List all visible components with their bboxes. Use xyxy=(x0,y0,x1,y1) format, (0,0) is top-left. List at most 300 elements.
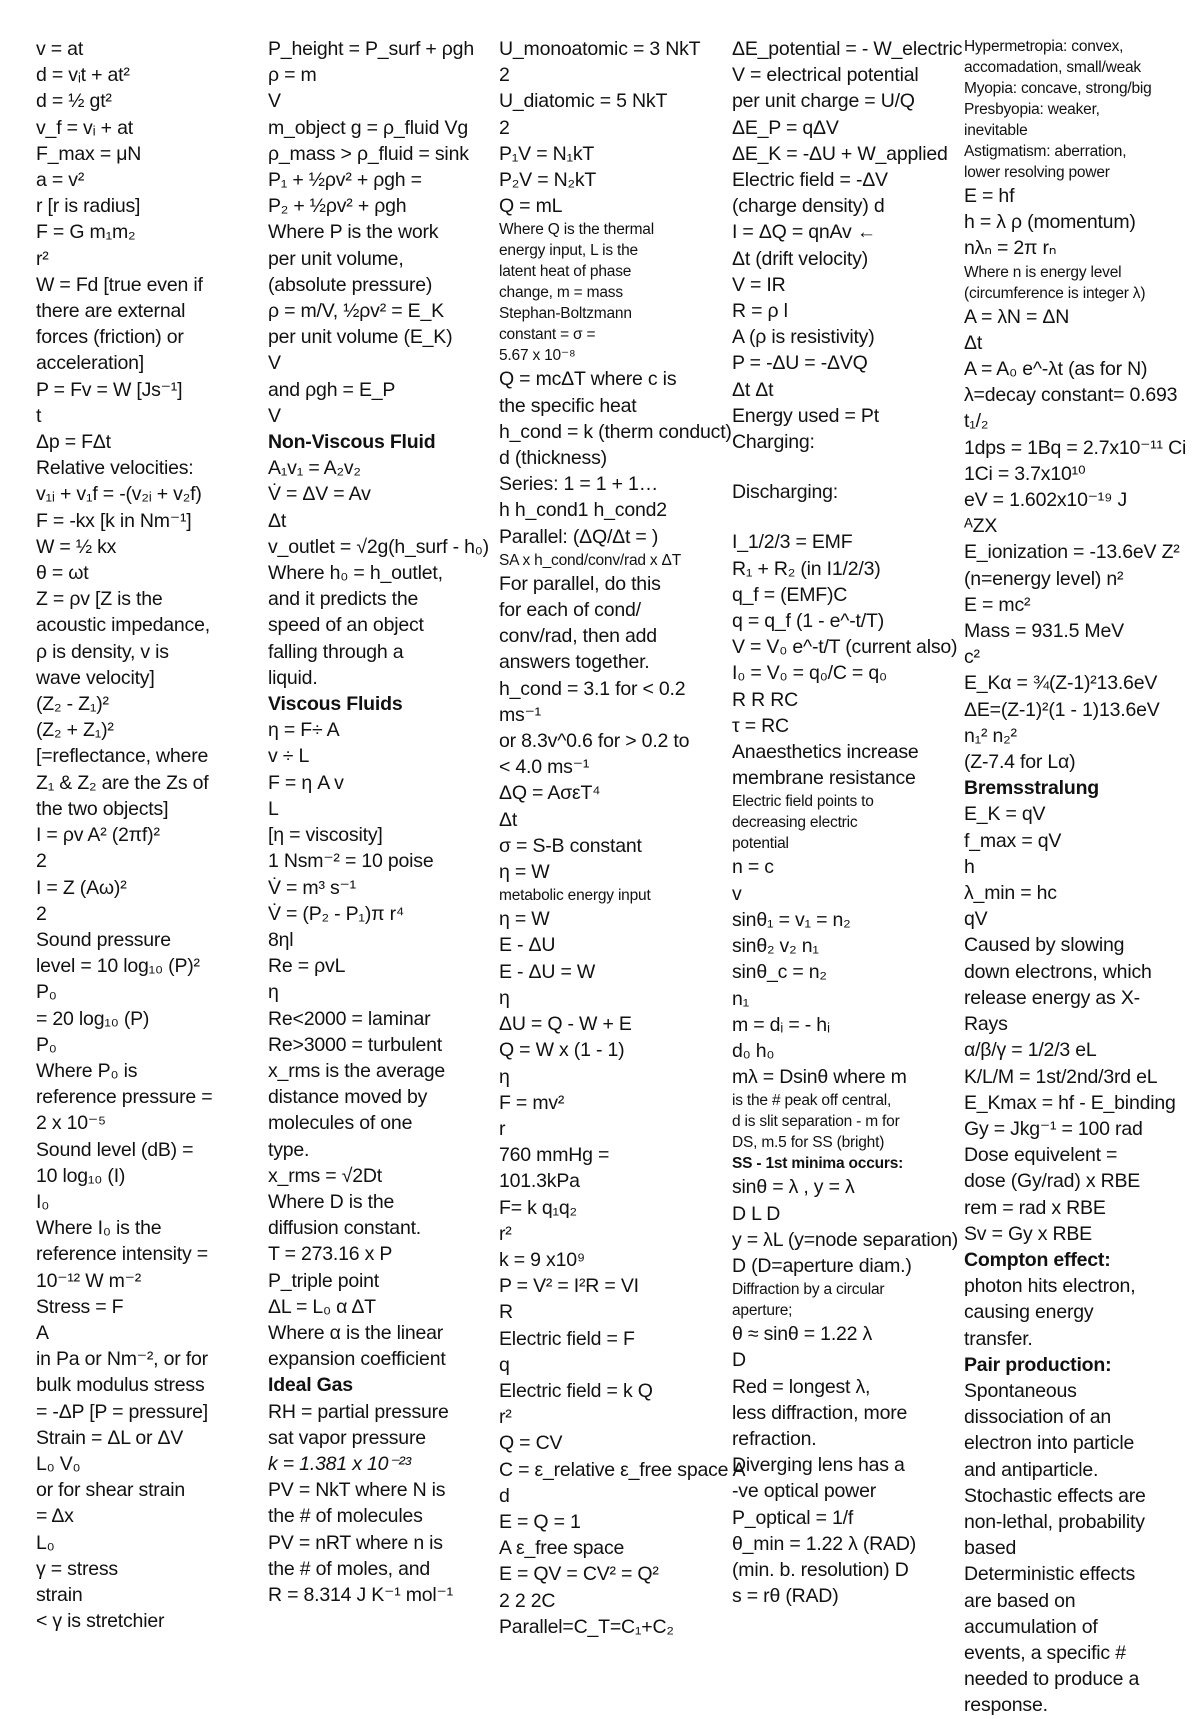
formula-line: r² xyxy=(499,1222,512,1245)
formula-line: θ = ωt xyxy=(36,562,89,585)
formula-line: n₁² n₂² xyxy=(964,724,1017,747)
formula-line: η xyxy=(268,981,279,1004)
formula-line: P = -ΔU = -ΔVQ xyxy=(732,352,868,375)
formula-line: accomadation, small/weak xyxy=(964,59,1141,76)
formula-line: 8ηl xyxy=(268,928,294,951)
formula-line: 2 xyxy=(499,116,510,139)
formula-line: q xyxy=(499,1353,510,1376)
formula-line: k = 1.381 x 10⁻²³ xyxy=(268,1452,411,1475)
formula-line: v = at xyxy=(36,38,84,60)
formula-line: x_rms is the average xyxy=(268,1059,445,1082)
formula-line: E = Q = 1 xyxy=(499,1510,581,1533)
formula-line: falling through a xyxy=(268,640,404,663)
formula-line: η xyxy=(499,986,510,1009)
formula-line: Re>3000 = turbulent xyxy=(268,1033,443,1056)
formula-line: Series: 1 = 1 + 1… xyxy=(499,473,658,496)
formula-line: nλₙ = 2π rₙ xyxy=(964,237,1057,260)
formula-line: E = QV = CV² = Q² xyxy=(499,1563,659,1586)
formula-line: I = ΔQ = qnAv ← xyxy=(732,221,877,244)
formula-line: E - ΔU = W xyxy=(499,960,596,983)
formula-line: V̇ = (P₂ - P₁)π r⁴ xyxy=(268,902,405,925)
formula-line: I₀ xyxy=(36,1190,50,1213)
formula-line: R R RC xyxy=(732,688,798,711)
formula-line: (charge density) d xyxy=(732,195,885,218)
formula-line: the specific heat xyxy=(499,394,637,417)
formula-line: E - ΔU xyxy=(499,934,556,957)
formula-line: inevitable xyxy=(964,122,1028,139)
formula-line: q_f = (EMF)C xyxy=(732,583,848,606)
formula-line: Stephan-Boltzmann xyxy=(499,305,632,323)
formula-line: = -ΔP [P = pressure] xyxy=(36,1400,208,1423)
formula-line: transfer. xyxy=(964,1327,1033,1350)
formula-line: W = ½ kx xyxy=(36,535,117,558)
formula-line: m = dᵢ = - hᵢ xyxy=(732,1013,830,1036)
formula-line: r² xyxy=(499,1406,512,1429)
formula-line: Strain = ΔL or ΔV xyxy=(36,1426,184,1449)
formula-line: 2 2 2C xyxy=(499,1589,556,1612)
formula-line: P₀ xyxy=(36,1033,57,1056)
formula-line: R xyxy=(499,1301,513,1324)
formula-line: release energy as X- xyxy=(964,986,1140,1009)
formula-line: A = λN = ΔN xyxy=(964,305,1070,328)
formula-line: Electric field = -ΔV xyxy=(732,169,888,192)
formula-line: A = A₀ e^-λt (as for N) xyxy=(964,358,1148,381)
formula-line: P₁ + ½ρv² + ρgh = xyxy=(268,169,422,192)
formula-line: dissociation of an xyxy=(964,1406,1112,1429)
formula-line: η xyxy=(499,1065,510,1088)
formula-line: h_cond = k (therm conduct) xyxy=(499,420,732,443)
formula-line: Where n is energy level xyxy=(964,263,1122,281)
formula-line: v_f = vᵢ + at xyxy=(36,116,133,139)
formula-line: I₀ = V₀ = q₀/C = q₀ xyxy=(732,662,887,685)
formula-line: Dose equivelent = xyxy=(964,1144,1118,1167)
formula-line: (n=energy level) n² xyxy=(964,567,1124,590)
formula-line: strain xyxy=(36,1583,83,1606)
formula-line: R₁ + R₂ (in I1/2/3) xyxy=(732,557,881,580)
formula-line: Charging: xyxy=(732,431,815,454)
formula-line: v xyxy=(732,882,742,905)
formula-line: θ ≈ sinθ = 1.22 λ xyxy=(732,1323,873,1346)
formula-line: decreasing electric xyxy=(732,814,858,832)
formula-line: n₁ xyxy=(732,987,750,1010)
formula-line: Re = ρvL xyxy=(268,955,346,978)
formula-line: potential xyxy=(732,835,789,853)
formula-line: eV = 1.602x10⁻¹⁹ J xyxy=(964,489,1128,512)
formula-line: Q = W x (1 - 1) xyxy=(499,1039,625,1062)
formula-line: Where D is the xyxy=(268,1190,395,1213)
formula-line: Hypermetropia: convex, xyxy=(964,38,1124,55)
formula-line: PV = nRT where n is xyxy=(268,1531,443,1554)
formula-line: T = 273.16 x P xyxy=(268,1243,393,1266)
formula-line: for each of cond/ xyxy=(499,599,641,622)
formula-line: down electrons, which xyxy=(964,960,1152,983)
formula-line: Q = mL xyxy=(499,195,563,218)
formula-line: v₁ᵢ + v₁f = -(v₂ᵢ + v₂f) xyxy=(36,483,202,506)
formula-line: k = 9 x10⁹ xyxy=(499,1248,586,1271)
formula-line: P_triple point xyxy=(268,1269,380,1292)
formula-line: Compton effect: xyxy=(964,1248,1111,1271)
formula-line: Bremsstralung xyxy=(964,777,1100,800)
formula-line: the # of moles, and xyxy=(268,1557,431,1580)
formula-line: Viscous Fluids xyxy=(268,693,403,716)
formula-line: L₀ V₀ xyxy=(36,1452,81,1475)
formula-line: η = W xyxy=(499,908,550,931)
formula-line: acceleration] xyxy=(36,352,144,375)
formula-line: d xyxy=(499,1484,510,1507)
formula-line: P₂ + ½ρv² + ρgh xyxy=(268,195,407,218)
formula-line: C = ε_relative ε_free space A xyxy=(499,1458,746,1481)
formula-line: reference intensity = xyxy=(36,1243,208,1266)
formula-line: Diffraction by a circular xyxy=(732,1281,885,1299)
formula-line: V̇ = m³ s⁻¹ xyxy=(268,876,356,899)
formula-line: = 20 log₁₀ (P) xyxy=(36,1007,150,1030)
formula-line: Z = ρv [Z is the xyxy=(36,588,163,611)
formula-line: Δp = FΔt xyxy=(36,431,111,454)
formula-line: (min. b. resolution) D xyxy=(732,1558,909,1581)
formula-line: ΔE_K = -ΔU + W_applied xyxy=(732,142,948,165)
formula-line: bulk modulus stress xyxy=(36,1374,205,1397)
formula-line: r xyxy=(499,1117,506,1140)
formula-line: F = -kx [k in Nm⁻¹] xyxy=(36,509,192,532)
formula-line: γ = stress xyxy=(36,1557,118,1580)
formula-line: Electric field points to xyxy=(732,793,874,811)
formula-line: per unit volume (E_K) xyxy=(268,326,453,349)
formula-line: F = mv² xyxy=(499,1091,565,1114)
formula-line: P = V² = I²R = VI xyxy=(499,1275,639,1298)
formula-line: speed of an object xyxy=(268,614,424,637)
formula-line: < 4.0 ms⁻¹ xyxy=(499,756,590,779)
formula-line: ρ = m/V, ½ρv² = E_K xyxy=(268,300,444,323)
formula-line: SS - 1st minima occurs: xyxy=(732,1155,904,1173)
formula-line: σ = S-B constant xyxy=(499,834,642,857)
formula-line: λ=decay constant= 0.693 xyxy=(964,384,1178,407)
formula-line: 5.67 x 10⁻⁸ xyxy=(499,347,576,365)
formula-line: F_max = μN xyxy=(36,142,142,165)
formula-line: 2 xyxy=(499,64,510,87)
formula-line: needed to produce a xyxy=(964,1668,1140,1691)
formula-line: P₂V = N₂kT xyxy=(499,169,597,192)
formula-line: L₀ xyxy=(36,1531,55,1554)
formula-line: metabolic energy input xyxy=(499,887,651,905)
formula-line: Stochastic effects are xyxy=(964,1484,1146,1507)
formula-line: 2 xyxy=(36,850,47,873)
formula-line: response. xyxy=(964,1694,1048,1717)
formula-line: or for shear strain xyxy=(36,1479,186,1502)
formula-line: r [r is radius] xyxy=(36,195,141,218)
formula-line: I = ρv A² (2πf)² xyxy=(36,824,160,847)
formula-line: Δt Δt xyxy=(732,378,774,401)
formula-line: Q = CV xyxy=(499,1432,563,1455)
formula-line: Discharging: xyxy=(732,481,838,504)
formula-line: P = Fv = W [Js⁻¹] xyxy=(36,378,183,401)
formula-line: F = η A v xyxy=(268,771,344,794)
formula-line: sinθ₁ = v₁ = n₂ xyxy=(732,908,851,931)
formula-line: causing energy xyxy=(964,1301,1094,1324)
formula-line: Where h₀ = h_outlet, xyxy=(268,562,443,585)
formula-line: θ_min = 1.22 λ (RAD) xyxy=(732,1532,917,1555)
formula-line: D L D xyxy=(732,1202,781,1225)
formula-line: n = c xyxy=(732,856,774,879)
formula-line: V = electrical potential xyxy=(732,64,919,87)
formula-line: (Z₂ + Z₁)² xyxy=(36,719,114,742)
formula-line: Where α is the linear xyxy=(268,1321,444,1344)
formula-line: f_max = qV xyxy=(964,829,1062,852)
formula-line: P_optical = 1/f xyxy=(732,1506,854,1529)
formula-line: Sv = Gy x RBE xyxy=(964,1222,1092,1245)
formula-line: based xyxy=(964,1537,1017,1560)
formula-line: Astigmatism: aberration, xyxy=(964,143,1127,160)
formula-line: ms⁻¹ xyxy=(499,703,541,726)
formula-line: Electric field = k Q xyxy=(499,1379,653,1402)
formula-line: sinθ = λ , y = λ xyxy=(732,1176,855,1199)
formula-line: d is slit separation - m for xyxy=(732,1113,900,1131)
formula-line: constant = σ = xyxy=(499,326,596,344)
formula-line: DS, m.5 for SS (bright) xyxy=(732,1134,885,1152)
formula-line: W = Fd [true even if xyxy=(36,273,203,296)
formula-line: type. xyxy=(268,1138,310,1161)
formula-line: in Pa or Nm⁻², or for xyxy=(36,1348,208,1371)
formula-line: Sound level (dB) = xyxy=(36,1138,194,1161)
formula-line: molecules of one xyxy=(268,1112,413,1135)
formula-line: qV xyxy=(964,908,988,931)
formula-line: (Z₂ - Z₁)² xyxy=(36,693,109,716)
formula-line: reference pressure = xyxy=(36,1086,213,1109)
formula-line: acoustic impedance, xyxy=(36,614,210,637)
formula-line: ΔE_potential = - W_electric xyxy=(732,38,963,60)
formula-line: Pair production: xyxy=(964,1353,1112,1376)
formula-line: E_Kmax = hf - E_binding xyxy=(964,1091,1176,1114)
formula-line: a = v² xyxy=(36,169,85,192)
formula-line: < γ is stretchier xyxy=(36,1610,165,1633)
formula-line: rem = rad x RBE xyxy=(964,1196,1106,1219)
formula-line: τ = RC xyxy=(732,714,789,737)
formula-line: A ε_free space xyxy=(499,1537,625,1560)
formula-line: ΔU = Q - W + E xyxy=(499,1013,632,1036)
formula-line: (absolute pressure) xyxy=(268,273,433,296)
formula-line: d = vᵢt + at² xyxy=(36,64,130,87)
formula-line: or 8.3v^0.6 for > 0.2 to xyxy=(499,730,690,753)
formula-line: lower resolving power xyxy=(964,164,1110,181)
formula-line: F= k q₁q₂ xyxy=(499,1196,577,1219)
formula-line: V = V₀ e^-t/T (current also) xyxy=(732,636,958,659)
formula-line: the two objects] xyxy=(36,797,169,820)
formula-line: 1 Nsm⁻² = 10 poise xyxy=(268,850,434,873)
formula-line: E = hf xyxy=(964,185,1015,207)
formula-line: Presbyopia: weaker, xyxy=(964,101,1100,118)
formula-line: q = q_f (1 - e^-t/T) xyxy=(732,610,884,633)
formula-line: per unit volume, xyxy=(268,247,404,270)
formula-line: v ÷ L xyxy=(268,745,310,768)
formula-line: wave velocity] xyxy=(36,666,155,689)
column-4 xyxy=(732,36,963,1676)
formula-line: (Z-7.4 for Lα) xyxy=(964,751,1076,774)
formula-line: L xyxy=(268,797,279,820)
formula-line: latent heat of phase xyxy=(499,263,632,281)
formula-line: E_Kα = ¾(Z-1)²13.6eV xyxy=(964,672,1158,695)
formula-line: V̇ = ΔV = Av xyxy=(268,483,371,506)
formula-line: SA x h_cond/conv/rad x ΔT xyxy=(499,551,681,569)
formula-line: ΔQ = AσεT⁴ xyxy=(499,782,601,805)
formula-line: Red = longest λ, xyxy=(732,1375,871,1398)
formula-line: U_diatomic = 5 NkT xyxy=(499,90,668,113)
formula-line xyxy=(732,455,944,479)
formula-line: U_monoatomic = 3 NkT xyxy=(499,38,701,60)
formula-line: η = W xyxy=(499,861,550,884)
formula-line: m_object g = ρ_fluid Vg xyxy=(268,116,468,139)
formula-line: dose (Gy/rad) x RBE xyxy=(964,1170,1141,1193)
formula-line: Where P is the work xyxy=(268,221,439,244)
formula-line: Myopia: concave, strong/big xyxy=(964,80,1152,97)
formula-line: Energy used = Pt xyxy=(732,404,879,427)
formula-line: c² xyxy=(964,646,980,669)
formula-line: Spontaneous xyxy=(964,1379,1077,1402)
formula-line: and ρgh = E_P xyxy=(268,378,396,401)
formula-line: Δt xyxy=(964,331,983,354)
column-1 xyxy=(36,36,246,1676)
formula-line: Where P₀ is xyxy=(36,1059,138,1082)
formula-line: I = Z (Aω)² xyxy=(36,876,127,899)
formula-line: x_rms = √2Dt xyxy=(268,1164,382,1187)
formula-line: P₁V = N₁kT xyxy=(499,142,595,165)
formula-line: photon hits electron, xyxy=(964,1275,1136,1298)
formula-line: D xyxy=(732,1349,746,1372)
formula-line: Gy = Jkg⁻¹ = 100 rad xyxy=(964,1117,1143,1140)
formula-line: Sound pressure xyxy=(36,928,171,951)
formula-line: ρ_mass > ρ_fluid = sink xyxy=(268,142,469,165)
formula-line: Caused by slowing xyxy=(964,934,1125,957)
formula-line: accumulation of xyxy=(964,1615,1098,1638)
formula-line: A xyxy=(36,1321,49,1344)
formula-line: Stress = F xyxy=(36,1295,124,1318)
formula-line: Re<2000 = laminar xyxy=(268,1007,431,1030)
formula-line: expansion coefficient xyxy=(268,1348,446,1371)
formula-line: the # of molecules xyxy=(268,1505,423,1528)
formula-line: V xyxy=(268,404,281,427)
formula-line: F = G m₁m₂ xyxy=(36,221,136,244)
formula-line: -ve optical power xyxy=(732,1480,877,1503)
formula-line: 1dps = 1Bq = 2.7x10⁻¹¹ Ci xyxy=(964,436,1187,459)
formula-line: liquid. xyxy=(268,666,318,689)
formula-line: membrane resistance xyxy=(732,767,916,790)
formula-line: 760 mmHg = xyxy=(499,1144,610,1167)
formula-line: Non-Viscous Fluid xyxy=(268,431,436,454)
formula-line: Relative velocities: xyxy=(36,457,194,480)
formula-line: electron into particle xyxy=(964,1432,1135,1455)
formula-line: E_K = qV xyxy=(964,803,1046,826)
formula-line: E = mc² xyxy=(964,593,1031,616)
formula-line: s = rθ (RAD) xyxy=(732,1585,839,1608)
formula-line: h_cond = 3.1 for < 0.2 xyxy=(499,677,686,700)
formula-line: Electric field = F xyxy=(499,1327,635,1350)
formula-line: R = 8.314 J K⁻¹ mol⁻¹ xyxy=(268,1583,453,1606)
formula-line: Rays xyxy=(964,1013,1008,1036)
formula-line: Z₁ & Z₂ are the Zs of xyxy=(36,771,209,794)
formula-line: sinθ₂ v₂ n₁ xyxy=(732,935,819,958)
formula-line: (circumference is integer λ) xyxy=(964,284,1146,302)
formula-line: R = ρ l xyxy=(732,300,788,323)
formula-line: ρ is density, v is xyxy=(36,640,169,663)
formula-line: level = 10 log₁₀ (P)² xyxy=(36,955,200,978)
formula-line: PV = NkT where N is xyxy=(268,1479,446,1502)
formula-line: non-lethal, probability xyxy=(964,1510,1145,1533)
formula-line: 1Ci = 3.7x10¹⁰ xyxy=(964,462,1086,485)
formula-line: t₁/₂ xyxy=(964,410,989,433)
formula-line xyxy=(732,505,944,529)
formula-line: For parallel, do this xyxy=(499,572,661,595)
formula-line: ΔE_P = qΔV xyxy=(732,116,839,139)
column-2 xyxy=(268,36,489,1676)
column-3 xyxy=(499,36,746,1676)
formula-line: energy input, L is the xyxy=(499,242,638,260)
formula-line: 2 x 10⁻⁵ xyxy=(36,1112,106,1135)
formula-line: ρ = m xyxy=(268,64,317,87)
formula-line: K/L/M = 1st/2nd/3rd eL xyxy=(964,1065,1158,1088)
formula-line: ΔE=(Z-1)²(1 - 1)13.6eV xyxy=(964,698,1160,721)
formula-line: RH = partial pressure xyxy=(268,1400,449,1423)
formula-line: Δt xyxy=(499,808,518,831)
formula-line: 10⁻¹² W m⁻² xyxy=(36,1269,142,1292)
formula-line: mλ = Dsinθ where m xyxy=(732,1066,907,1089)
formula-line: answers together. xyxy=(499,651,650,674)
formula-line: A₁v₁ = A₂v₂ xyxy=(268,457,361,480)
formula-line: V = IR xyxy=(732,273,786,296)
formula-line: per unit charge = U/Q xyxy=(732,90,915,113)
formula-line: Where Q is the thermal xyxy=(499,221,654,239)
formula-line: η = F÷ A xyxy=(268,719,340,742)
formula-line: Deterministic effects xyxy=(964,1563,1135,1586)
formula-line: α/β/γ = 1/2/3 eL xyxy=(964,1039,1097,1062)
formula-line: change, m = mass xyxy=(499,284,623,302)
formula-line: V xyxy=(268,90,281,113)
formula-line: conv/rad, then add xyxy=(499,625,657,648)
formula-line: d = ½ gt² xyxy=(36,90,112,113)
formula-line: Parallel=C_T=C₁+C₂ xyxy=(499,1615,674,1638)
formula-line: V xyxy=(268,352,281,375)
formula-line: d₀ h₀ xyxy=(732,1039,775,1062)
formula-line: ᴬZX xyxy=(964,515,998,538)
column-5 xyxy=(964,36,1187,1717)
formula-line: t xyxy=(36,404,42,427)
formula-line: aperture; xyxy=(732,1302,793,1320)
formula-line: Diverging lens has a xyxy=(732,1454,905,1477)
formula-line: Mass = 931.5 MeV xyxy=(964,620,1124,643)
formula-line: is the # peak off central, xyxy=(732,1092,892,1110)
formula-line: events, a specific # xyxy=(964,1641,1126,1664)
formula-line: I_1/2/3 = EMF xyxy=(732,531,853,554)
formula-line: h h_cond1 h_cond2 xyxy=(499,499,667,522)
formula-line: less diffraction, more xyxy=(732,1401,908,1424)
formula-line: = Δx xyxy=(36,1505,74,1528)
formula-line: distance moved by xyxy=(268,1086,428,1109)
formula-line: y = λL (y=node separation) xyxy=(732,1228,959,1251)
formula-line: P₀ xyxy=(36,981,57,1004)
formula-line: and antiparticle. xyxy=(964,1458,1099,1481)
formula-line: Δt xyxy=(268,509,287,532)
formula-line: [η = viscosity] xyxy=(268,824,383,847)
formula-line: and it predicts the xyxy=(268,588,419,611)
formula-line: 10 log₁₀ (I) xyxy=(36,1164,126,1187)
formula-line: are based on xyxy=(964,1589,1076,1612)
formula-line: Q = mcΔT where c is xyxy=(499,368,677,391)
formula-line: 101.3kPa xyxy=(499,1170,580,1193)
formula-line: there are external xyxy=(36,300,186,323)
formula-line: λ_min = hc xyxy=(964,882,1057,905)
formula-line: refraction. xyxy=(732,1427,817,1450)
formula-line: Δt (drift velocity) xyxy=(732,247,868,270)
formula-line: A (ρ is resistivity) xyxy=(732,326,875,349)
formula-line: r² xyxy=(36,247,49,270)
formula-line: D (D=aperture diam.) xyxy=(732,1254,912,1277)
